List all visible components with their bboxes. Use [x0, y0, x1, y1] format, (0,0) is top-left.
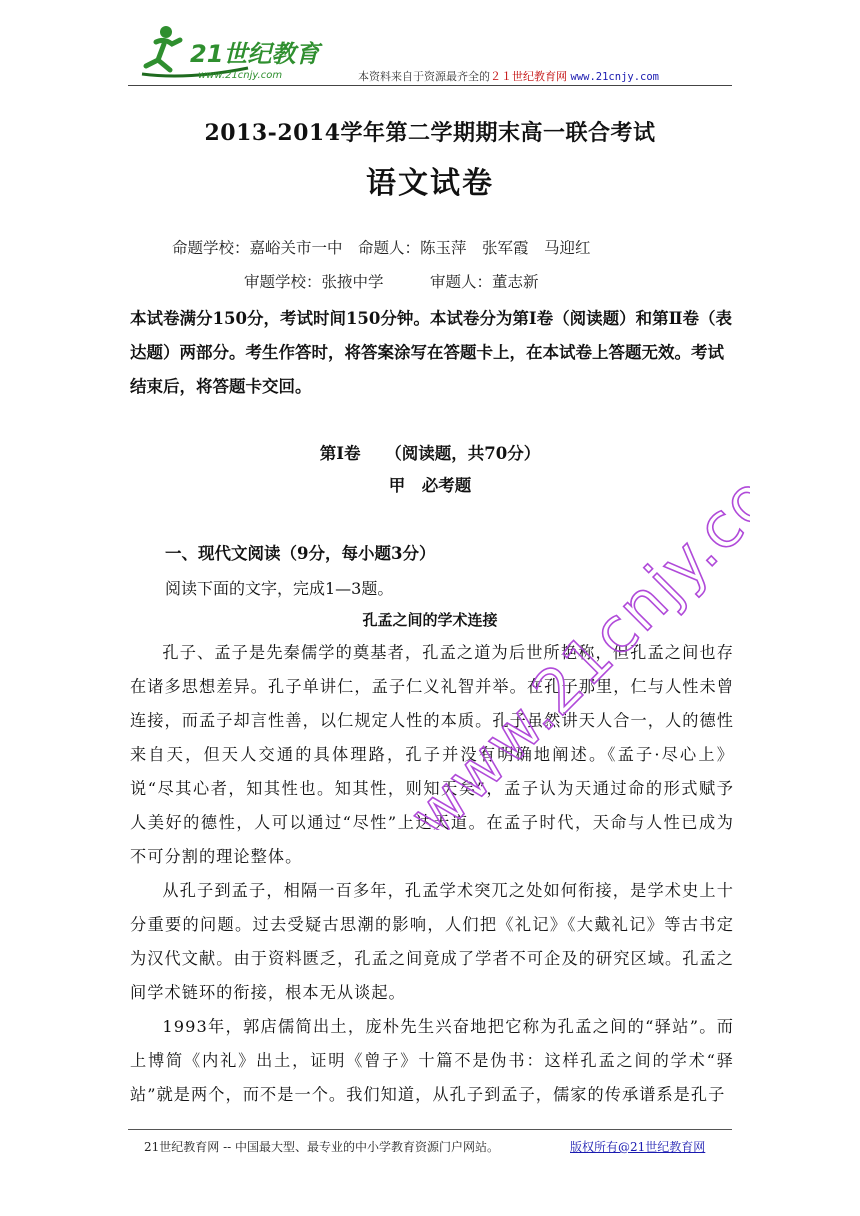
watermark-text: www.21cnjy.com [395, 416, 750, 830]
logo-text: 21世纪教育 [190, 40, 320, 68]
exam-instructions: 本试卷满分150分，考试时间150分钟。本试卷分为第Ⅰ卷（阅读题）和第Ⅱ卷（表达题）两部分。考生作答时，将答案涂写在答题卡上，在本试卷上答题无效。考试结束后，将答题卡交回。 [130, 309, 733, 396]
article-title: 孔孟之间的学术连接 [362, 611, 498, 629]
article-paragraph: 1993年，郭店儒简出土，庞朴先生兴奋地把它称为孔孟之间的“驿站”。而上博简《内礼》出土，证明《曾子》十篇不是伪书：这样孔孟之间的学术“驿站”就是两个，而不是一个。我们知道，从孔子到孟子，儒家的传承谱系是孔子 [130, 1017, 734, 1104]
article-paragraph: 从孔子到孟子，相隔一百多年，孔孟学术突兀之处如何衔接，是学术史上十分重要的问题。过去受疑古思潮的影响，人们把《礼记》《大戴礼记》等古书定为汉代文献。由于资料匮乏，孔孟之间竟成了学者不可企及的研究区域。孔孟之间学术链环的衔接，根本无从谈起。 [130, 881, 734, 1002]
subsection-title: 甲 必考题 [388, 476, 472, 495]
header-note [358, 68, 659, 84]
header-divider [128, 85, 732, 86]
exam-title: 2013-2014学年第二学期期末高一联合考试 [204, 120, 656, 146]
section-title: 第Ⅰ卷 （阅读题，共70分） [319, 444, 541, 463]
footer-divider [128, 1129, 732, 1130]
header-url-link[interactable]: www.21cnjy.com [570, 71, 660, 83]
author-line: 命题学校：嘉峪关市一中 命题人：陈玉萍 张军霞 马迎红 [172, 239, 591, 257]
footer-text: 21世纪教育网 -- 中国最大型、最专业的中小学教育资源门户网站。 [144, 1140, 500, 1154]
header-brand-link[interactable]: ２１世纪教育网 [490, 70, 567, 83]
article-body [130, 636, 734, 1112]
header-note-prefix: 本资料来自于资源最齐全的 [358, 70, 490, 83]
article-paragraph: 孔子、孟子是先秦儒学的奠基者，孔孟之道为后世所艳称，但孔孟之间也存在诸多思想差异。孔子单讲仁，孟子仁义礼智并举。在孔子那里，仁与人性未曾连接，而孟子却言性善，以仁规定人性的本质。孔子虽然讲天人合一，人的德性来自天，但天人交通的具体理路，孔子并没有明确地阐述。《孟子·尽心上》说“尽其心者，知其性也。知其性，则知天矣”，孟子认为天通过命的形式赋予人美好的德性，人可以通过“尽性”上达天道。在孟子时代，天命与人性已成为不可分割的理论整体。 [130, 643, 734, 866]
subject-title: 语文试卷 [366, 166, 494, 201]
logo-url: www.21cnjy.com [198, 70, 283, 81]
logo [128, 20, 338, 84]
reviewer-line: 审题学校：张掖中学 审题人：董志新 [244, 273, 539, 291]
copyright-link[interactable]: 版权所有@21世纪教育网 [570, 1140, 706, 1154]
question-heading: 一、现代文阅读（9分，每小题3分） [165, 544, 436, 563]
question-instruction: 阅读下面的文字，完成1—3题。 [165, 579, 394, 598]
